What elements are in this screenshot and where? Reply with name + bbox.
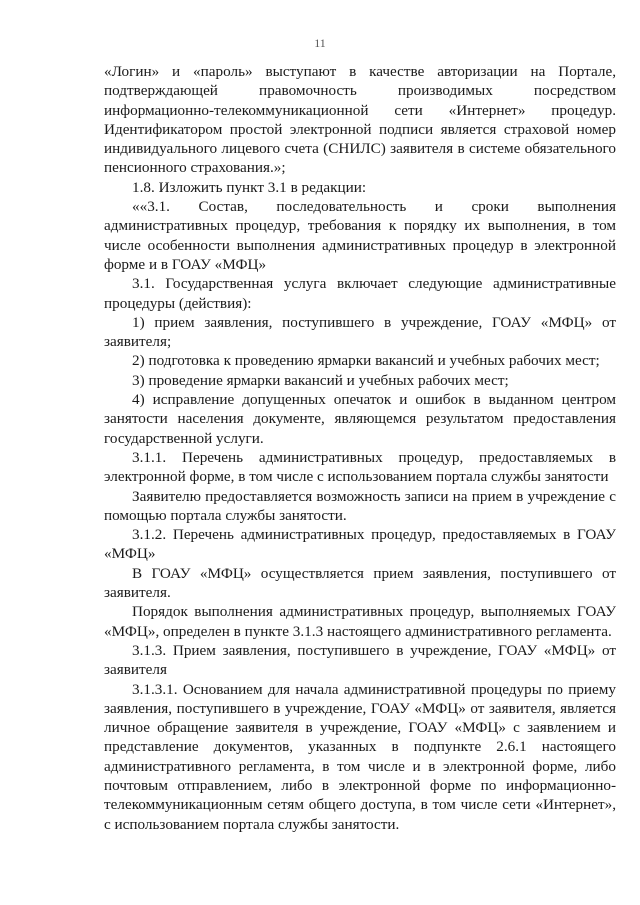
paragraph: 1.8. Изложить пункт 3.1 в редакции: — [132, 178, 367, 196]
paragraph: В ГОАУ «МФЦ» осуществляется прием заявления, поступившего от заявителя. — [104, 564, 616, 602]
paragraph: 3.1.3.1. Основанием для начала административной процедуры по приему заявления, поступившего в учреждение, ГОАУ «МФЦ» от заявителя, является личное обращение заявителя в учреждение, ГОАУ «МФЦ» с заявлением и представление документов, указанных в подпункте 2.6.1 настоящего административного регламента, в том числе и в электронной форме, либо почтовым отправлением, либо в электронной форме по информационно-телекоммуникационным сетям общего доступа, в том числе сети «Интернет», с использованием портала службы занятости. — [104, 680, 616, 833]
page-number: 11 — [314, 36, 326, 50]
paragraph: 3.1.1. Перечень административных процедур, предоставляемых в электронной форме, в том числе с использованием портала службы занятости — [104, 448, 616, 486]
paragraph: Заявителю предоставляется возможность записи на прием в учреждение с помощью портала службы занятости. — [104, 487, 616, 524]
paragraph: 3) проведение ярмарки вакансий и учебных рабочих мест; — [132, 371, 509, 389]
paragraph: ««3.1. Состав, последовательность и сроки выполнения административных процедур, требования к порядку их выполнения, в том числе особенности выполнения административных процедур в электронной форме и в ГОАУ «МФЦ» — [104, 198, 616, 273]
document-body — [104, 62, 616, 834]
paragraph: 2) подготовка к проведению ярмарки вакансий и учебных рабочих мест; — [132, 352, 600, 370]
paragraph: 3.1.2. Перечень административных процедур, предоставляемых в ГОАУ «МФЦ» — [104, 526, 616, 563]
paragraph: 3.1. Государственная услуга включает следующие административные процедуры (действия): — [104, 275, 616, 312]
paragraph: 4) исправление допущенных опечаток и ошибок в выданном центром занятости населения документе, являющемся результатом предоставления государственной услуги. — [104, 391, 616, 447]
paragraph: 1) прием заявления, поступившего в учреждение, ГОАУ «МФЦ» от заявителя; — [104, 313, 616, 351]
paragraph: Порядок выполнения административных процедур, выполняемых ГОАУ «МФЦ», определен в пункте 3.1.3 настоящего административного регламента. — [104, 603, 616, 640]
paragraph: 3.1.3. Прием заявления, поступившего в учреждение, ГОАУ «МФЦ» от заявителя — [104, 641, 616, 679]
paragraph: «Логин» и «пароль» выступают в качестве авторизации на Портале, подтверждающей правомочность производимых посредством информационно-телекоммуникационной сети «Интернет» процедур. Идентификатором простой электронной подписи является страховой номер индивидуального лицевого счета (СНИЛС) заявителя в системе обязательного пенсионного страхования.»; — [104, 63, 616, 177]
